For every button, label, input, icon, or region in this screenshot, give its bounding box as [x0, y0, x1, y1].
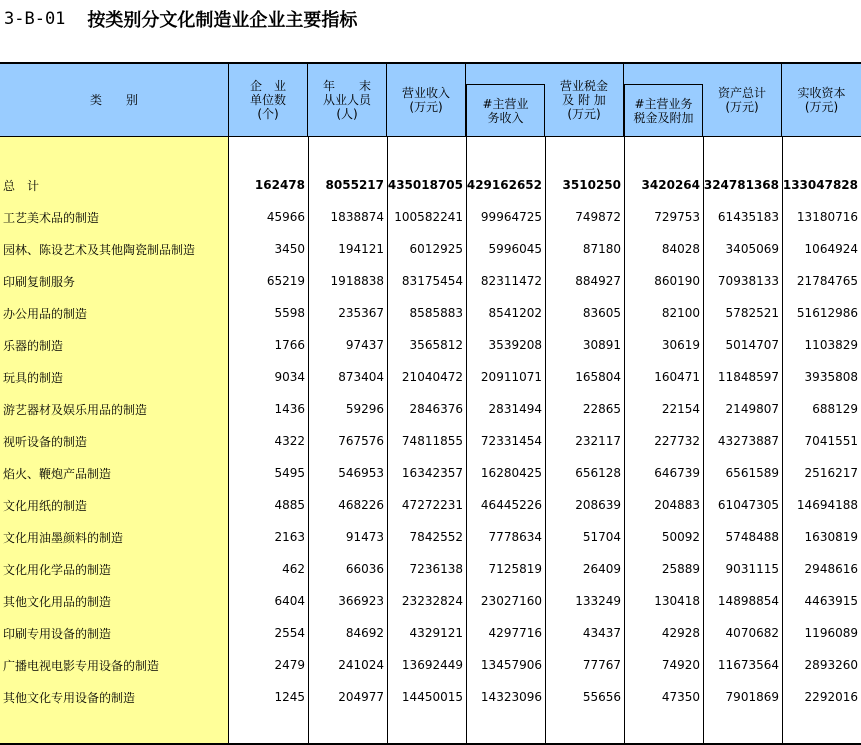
row-value: 14323096	[480, 690, 542, 704]
header-employees-line3: (人)	[336, 107, 358, 121]
row-value: 87180	[582, 242, 621, 256]
row-value: 3510250	[562, 178, 621, 192]
row-value: 7125819	[488, 562, 542, 576]
row-value: 2893260	[804, 658, 858, 672]
row-category-name: 总 计	[3, 178, 40, 193]
row-value: 97437	[345, 338, 384, 352]
row-value: 14694188	[796, 498, 858, 512]
row-value: 21040472	[401, 370, 463, 384]
row-value: 2479	[274, 658, 305, 672]
row-category-name: 办公用品的制造	[3, 306, 88, 321]
row-value: 16280425	[480, 466, 542, 480]
row-value: 84028	[661, 242, 700, 256]
row-value: 55656	[582, 690, 621, 704]
row-value: 13692449	[401, 658, 463, 672]
row-value: 45966	[266, 210, 305, 224]
row-value: 65219	[266, 274, 305, 288]
row-value: 3935808	[804, 370, 858, 384]
row-value: 46445226	[480, 498, 542, 512]
row-value: 72331454	[480, 434, 542, 448]
row-value: 14898854	[717, 594, 779, 608]
row-value: 133249	[575, 594, 621, 608]
header-main-revenue	[466, 84, 545, 136]
page-title	[4, 4, 357, 34]
row-value: 11673564	[717, 658, 779, 672]
row-value: 14450015	[401, 690, 463, 704]
table-row	[0, 553, 861, 585]
row-value: 61047305	[717, 498, 779, 512]
header-units-line1: 企 业	[249, 79, 286, 93]
row-value: 66036	[345, 562, 384, 576]
row-value: 3420264	[641, 178, 700, 192]
table-row	[0, 585, 861, 617]
row-value: 82100	[661, 306, 700, 320]
row-category-name: 广播电视电影专用设备的制造	[3, 658, 160, 673]
table-header	[0, 64, 861, 137]
row-value: 656128	[575, 466, 621, 480]
row-value: 546953	[338, 466, 384, 480]
row-value: 2163	[274, 530, 305, 544]
header-capital-line2: (万元)	[804, 100, 839, 114]
header-capital-line1: 实收资本	[797, 86, 846, 100]
table-row	[0, 361, 861, 393]
row-value: 5014707	[725, 338, 779, 352]
row-category-name: 文化用油墨颜料的制造	[3, 530, 124, 545]
row-category-name: 焰火、鞭炮产品制造	[3, 466, 112, 481]
table-row	[0, 617, 861, 649]
row-value: 2846376	[409, 402, 463, 416]
row-category-name: 其他文化用品的制造	[3, 594, 112, 609]
row-category-name: 工艺美术品的制造	[3, 210, 100, 225]
header-capital	[782, 64, 861, 136]
row-value: 7041551	[804, 434, 858, 448]
header-tax-line1: 营业税金	[559, 79, 608, 93]
table-row	[0, 489, 861, 521]
row-value: 204977	[338, 690, 384, 704]
table-row	[0, 265, 861, 297]
row-category-name: 玩具的制造	[3, 370, 64, 385]
row-value: 208639	[575, 498, 621, 512]
row-value: 2948616	[804, 562, 858, 576]
table-row	[0, 521, 861, 553]
row-value: 21784765	[796, 274, 858, 288]
row-value: 1436	[274, 402, 305, 416]
row-value: 366923	[338, 594, 384, 608]
row-value: 7778634	[488, 530, 542, 544]
row-category-name: 乐器的制造	[3, 338, 64, 353]
row-value: 74920	[661, 658, 700, 672]
header-main-tax-line2: 税金及附加	[633, 110, 694, 125]
table-code: 3-B-01	[4, 9, 66, 29]
row-value: 22865	[582, 402, 621, 416]
row-value: 99964725	[480, 210, 542, 224]
row-value: 435018705	[387, 178, 463, 192]
table-title: 按类别分文化制造业企业主要指标	[87, 10, 358, 31]
table-row	[0, 201, 861, 233]
row-value: 232117	[575, 434, 621, 448]
header-category	[0, 64, 229, 136]
header-category-label: 类 别	[89, 93, 138, 107]
row-value: 61435183	[717, 210, 779, 224]
header-revenue-line1: 营业收入	[401, 86, 450, 100]
row-value: 688129	[812, 402, 858, 416]
row-category-name: 印刷复制服务	[3, 274, 76, 289]
row-value: 47272231	[401, 498, 463, 512]
row-category-name: 园林、陈设艺术及其他陶瓷制品制造	[3, 242, 196, 257]
header-employees-line1: 年 末	[322, 79, 371, 93]
row-value: 83175454	[401, 274, 463, 288]
row-value: 50092	[661, 530, 700, 544]
header-tax-line3: (万元)	[567, 107, 601, 121]
table-row	[0, 329, 861, 361]
row-value: 91473	[345, 530, 384, 544]
row-value: 51704	[582, 530, 621, 544]
header-tax	[545, 64, 624, 136]
row-value: 462	[282, 562, 305, 576]
table-row	[0, 233, 861, 265]
row-value: 860190	[654, 274, 700, 288]
row-value: 2831494	[488, 402, 542, 416]
row-value: 51612986	[796, 306, 858, 320]
row-value: 43273887	[717, 434, 779, 448]
row-value: 20911071	[480, 370, 542, 384]
row-value: 3450	[274, 242, 305, 256]
row-value: 3405069	[725, 242, 779, 256]
row-value: 9034	[274, 370, 305, 384]
row-value: 2516217	[804, 466, 858, 480]
row-value: 429162652	[466, 178, 542, 192]
row-value: 59296	[345, 402, 384, 416]
header-main-revenue-line1: #主营业	[482, 96, 529, 111]
row-value: 884927	[575, 274, 621, 288]
row-category-name: 视听设备的制造	[3, 434, 88, 449]
row-value: 5598	[274, 306, 305, 320]
row-value: 84692	[345, 626, 384, 640]
row-value: 160471	[654, 370, 700, 384]
header-main-tax-line1: #主营业务	[634, 96, 693, 111]
row-value: 74811855	[401, 434, 463, 448]
row-value: 9031115	[725, 562, 779, 576]
row-value: 133047828	[782, 178, 858, 192]
row-value: 749872	[575, 210, 621, 224]
row-value: 3539208	[488, 338, 542, 352]
row-value: 26409	[582, 562, 621, 576]
row-value: 77767	[582, 658, 621, 672]
row-value: 7842552	[409, 530, 463, 544]
row-value: 4070682	[725, 626, 779, 640]
row-value: 5996045	[488, 242, 542, 256]
row-value: 8055217	[325, 178, 384, 192]
row-value: 4463915	[804, 594, 858, 608]
row-value: 165804	[575, 370, 621, 384]
table-row	[0, 393, 861, 425]
header-units-line3: (个)	[257, 107, 279, 121]
row-value: 5782521	[725, 306, 779, 320]
row-value: 324781368	[703, 178, 779, 192]
row-value: 6404	[274, 594, 305, 608]
row-value: 16342357	[401, 466, 463, 480]
header-employees-line2: 从业人员	[322, 93, 371, 107]
row-value: 30619	[661, 338, 700, 352]
row-category-name: 文化用化学品的制造	[3, 562, 112, 577]
row-value: 767576	[338, 434, 384, 448]
row-value: 22154	[661, 402, 700, 416]
row-value: 7901869	[725, 690, 779, 704]
row-value: 5495	[274, 466, 305, 480]
row-category-name: 其他文化专用设备的制造	[3, 690, 136, 705]
row-value: 30891	[582, 338, 621, 352]
row-category-name: 游艺器材及娱乐用品的制造	[3, 402, 148, 417]
row-value: 23232824	[401, 594, 463, 608]
row-value: 13180716	[796, 210, 858, 224]
header-assets	[703, 64, 782, 136]
header-main-tax	[624, 84, 703, 136]
row-value: 235367	[338, 306, 384, 320]
row-value: 100582241	[394, 210, 463, 224]
table-row	[0, 681, 861, 713]
row-value: 8541202	[488, 306, 542, 320]
row-value: 1630819	[804, 530, 858, 544]
row-value: 227732	[654, 434, 700, 448]
row-value: 5748488	[725, 530, 779, 544]
row-category-name: 文化用纸的制造	[3, 498, 88, 513]
header-assets-line2: (万元)	[725, 100, 759, 114]
row-value: 4885	[274, 498, 305, 512]
row-value: 1196089	[804, 626, 858, 640]
row-value: 23027160	[480, 594, 542, 608]
table-row	[0, 649, 861, 681]
row-value: 130418	[654, 594, 700, 608]
row-value: 1918838	[330, 274, 384, 288]
header-units-line2: 单位数	[249, 93, 286, 107]
header-main-revenue-line2: 务收入	[487, 110, 524, 125]
row-value: 42928	[661, 626, 700, 640]
header-revenue	[387, 64, 466, 136]
row-value: 11848597	[717, 370, 779, 384]
row-value: 2149807	[725, 402, 779, 416]
row-value: 1766	[274, 338, 305, 352]
row-value: 6012925	[409, 242, 463, 256]
row-value: 4297716	[488, 626, 542, 640]
row-value: 162478	[254, 178, 305, 192]
row-value: 1245	[274, 690, 305, 704]
row-value: 468226	[338, 498, 384, 512]
row-value: 7236138	[409, 562, 463, 576]
row-value: 83605	[582, 306, 621, 320]
row-value: 194121	[338, 242, 384, 256]
row-value: 1064924	[804, 242, 858, 256]
row-value: 2292016	[804, 690, 858, 704]
header-units	[229, 64, 308, 136]
row-value: 4322	[274, 434, 305, 448]
row-value: 3565812	[409, 338, 463, 352]
table-row-total	[0, 169, 861, 201]
row-value: 2554	[274, 626, 305, 640]
row-value: 1838874	[330, 210, 384, 224]
row-value: 8585883	[409, 306, 463, 320]
row-value: 873404	[338, 370, 384, 384]
header-tax-line2: 及 附 加	[562, 93, 606, 107]
row-value: 70938133	[717, 274, 779, 288]
row-value: 646739	[654, 466, 700, 480]
row-value: 47350	[661, 690, 700, 704]
row-value: 4329121	[409, 626, 463, 640]
header-revenue-line2: (万元)	[409, 100, 443, 114]
row-value: 241024	[338, 658, 384, 672]
row-category-name: 印刷专用设备的制造	[3, 626, 112, 641]
row-value: 25889	[661, 562, 700, 576]
header-assets-line1: 资产总计	[717, 86, 766, 100]
table-row	[0, 457, 861, 489]
table-row	[0, 297, 861, 329]
row-value: 82311472	[480, 274, 542, 288]
table-row	[0, 425, 861, 457]
row-value: 13457906	[480, 658, 542, 672]
row-value: 43437	[582, 626, 621, 640]
row-value: 729753	[654, 210, 700, 224]
row-value: 1103829	[804, 338, 858, 352]
header-employees	[308, 64, 387, 136]
row-value: 6561589	[725, 466, 779, 480]
row-value: 204883	[654, 498, 700, 512]
